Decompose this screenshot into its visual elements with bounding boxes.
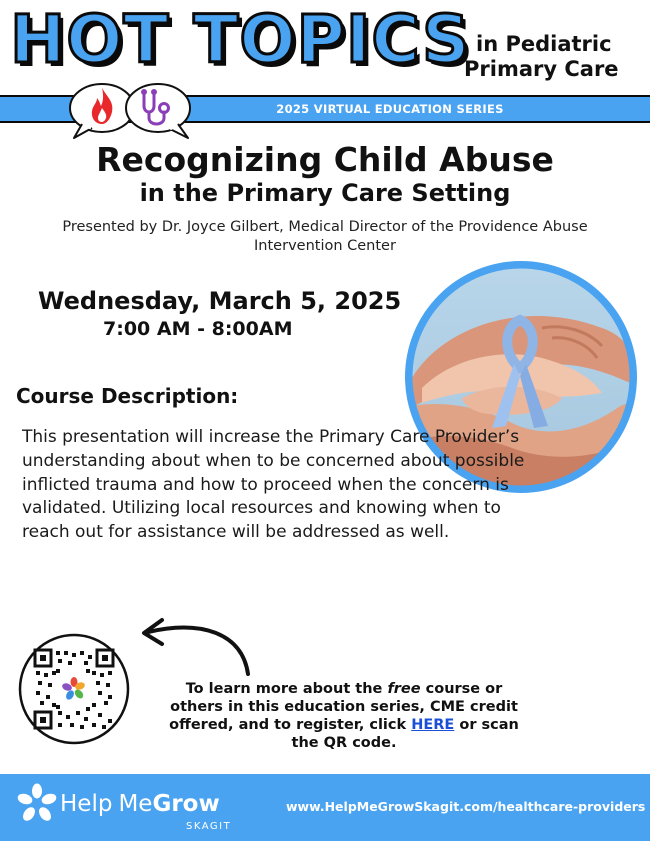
stethoscope-bubble	[126, 84, 190, 138]
speech-bubbles	[64, 78, 196, 142]
cta-text-1: To learn more about the	[185, 681, 388, 697]
logo-wordmark	[60, 790, 220, 818]
help-me-grow-logo-icon	[16, 782, 58, 824]
footer-url-link[interactable]: www.HelpMeGrowSkagit.com/healthcare-providers	[286, 799, 646, 814]
event-subtitle: in the Primary Care Setting	[139, 179, 511, 207]
event-title: Recognizing Child Abuse	[96, 140, 554, 179]
hot-topics-title: HOT TOPICS	[10, 1, 471, 78]
cta-text-2: course or others in this education series, CME credit offered, and to register, click	[169, 681, 518, 733]
subtitle-line-2: Primary Care	[464, 57, 619, 81]
series-label: 2025 VIRTUAL EDUCATION SERIES	[276, 102, 504, 116]
cta-free: free	[387, 681, 421, 697]
flame-bubble	[70, 84, 134, 138]
arrow-icon	[130, 612, 260, 682]
cta-text-3: or scan the QR code.	[291, 717, 519, 751]
flower-logo-icon	[60, 675, 88, 703]
event-date: Wednesday, March 5, 2025	[38, 287, 402, 315]
logo-me: Me	[118, 791, 153, 817]
description-body: This presentation will increase the Primary Care Provider’s understanding about when to be concerned about possible inflicted trauma and how to proceed when the concern is validated. Utilizing local resources and knowing when to reach out for assistance will be addressed as well.	[22, 427, 525, 543]
call-to-action	[158, 680, 530, 752]
logo-sub: SKAGIT	[186, 821, 232, 832]
subtitle-line-1: in Pediatric	[476, 32, 612, 56]
register-link[interactable]: HERE	[411, 717, 455, 733]
event-time: 7:00 AM - 8:00AM	[103, 318, 293, 340]
presenter-line: Presented by Dr. Joyce Gilbert, Medical Director of the Providence Abuse Intervention Center	[62, 219, 588, 254]
logo-grow: Grow	[152, 791, 220, 817]
header-subtitle	[464, 32, 644, 82]
logo-help: Help	[60, 791, 113, 817]
qr-code[interactable]	[18, 633, 130, 745]
description-heading: Course Description:	[16, 384, 239, 408]
